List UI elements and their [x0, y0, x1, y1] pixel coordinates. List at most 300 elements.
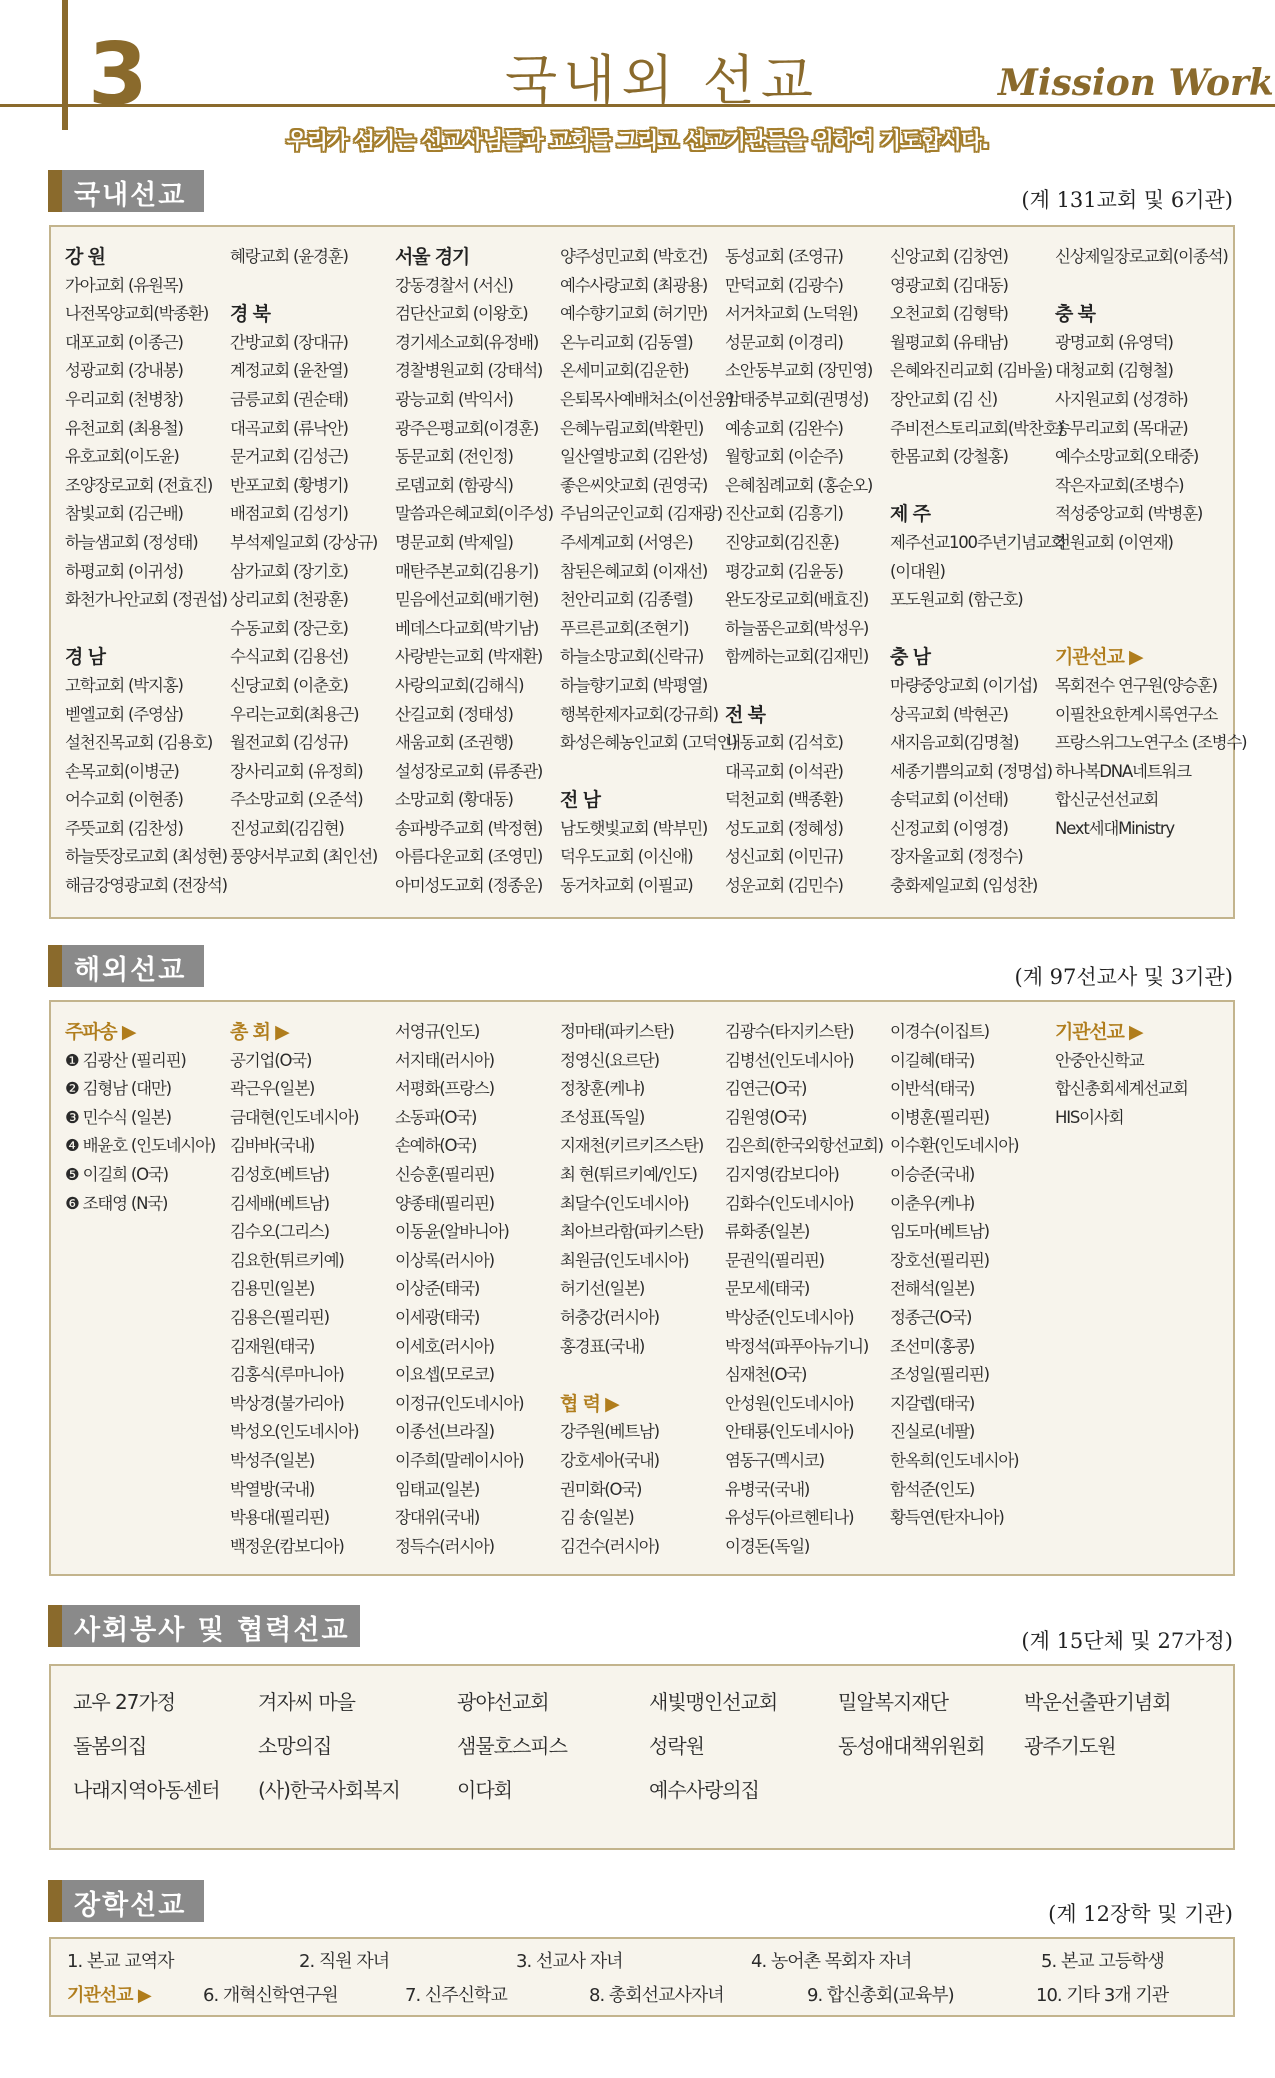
list-item: 백정운(캄보디아) [230, 1536, 344, 1556]
list-item: 로뎀교회 (함광식) [395, 475, 513, 495]
list-item: 아름다운교회 (조영민) [395, 847, 543, 867]
list-item [1055, 615, 1220, 644]
list-item: 천안리교회 (김종렬) [560, 590, 693, 610]
list-item: 소동파(O국) [395, 1107, 477, 1127]
scholarship-list [49, 1937, 1235, 2017]
list-item: 남도햇빛교회 (박부민) [560, 818, 708, 838]
overseas-column [395, 1018, 560, 1561]
list-item: ❷ 김형남 (대만) [65, 1079, 171, 1099]
scholarship-item: 4. 농어촌 목회자 자녀 [751, 1951, 912, 1972]
list-item: 유호교회(이도윤) [65, 447, 179, 467]
list-item: 주비전스토리교회(박찬호) [890, 418, 1063, 438]
list-item: 홍경표(국내) [560, 1336, 645, 1356]
list-item: 정창훈(케냐) [560, 1079, 645, 1099]
list-item [1055, 586, 1220, 615]
list-item: 진산교회 (김흥기) [725, 504, 843, 524]
list-item: 배점교회 (김성기) [230, 504, 348, 524]
list-item: 장호선(필리핀) [890, 1250, 989, 1270]
overseas-section-title: 해외선교 [48, 945, 204, 987]
list-item: 서지태(러시아) [395, 1050, 494, 1070]
list-item: 화천가나안교회 (정권섭) [65, 590, 227, 610]
list-item: 한몸교회 (강철홍) [890, 447, 1008, 467]
scholarship-category-label: 기관선교 ▶ [67, 1985, 151, 2006]
scholarship-item: 9. 합신총회(교육부) [807, 1985, 954, 2006]
header-accent-bar [62, 0, 68, 130]
list-item: 완도장로교회(배효진) [725, 590, 869, 610]
list-item: 이동윤(알바니아) [395, 1222, 509, 1242]
list-item: 주소망교회 (오준석) [230, 790, 363, 810]
list-item: 어수교회 (이현종) [65, 790, 183, 810]
list-item: 월항교회 (이순주) [725, 447, 843, 467]
list-item: 성도교회 (정혜성) [725, 818, 843, 838]
list-item: 사랑의교회(김해식) [395, 675, 524, 695]
list-item: 최아브라함(파키스탄) [560, 1222, 704, 1242]
list-item: 함석준(인도) [890, 1479, 975, 1499]
list-item: 좋은씨앗교회 (권영국) [560, 475, 708, 495]
list-item: 곽근우(일본) [230, 1079, 315, 1099]
list-item: 세종기쁨의교회 (정명섭) [890, 761, 1052, 781]
list-item: 하늘샘교회 (정성태) [65, 532, 198, 552]
list-item: 권미화(O국) [560, 1479, 642, 1499]
list-item: 아미성도교회 (정종운) [395, 876, 543, 896]
scholarship-item: 8. 총회선교사자녀 [589, 1985, 724, 2006]
list-item: 지재천(키르키즈스탄) [560, 1136, 704, 1156]
list-item: 하늘향기교회 (박평열) [560, 675, 708, 695]
list-item: 유성두(아르헨티나) [725, 1508, 854, 1528]
domestic-column [560, 243, 737, 901]
list-item: 정종근(O국) [890, 1307, 972, 1327]
list-item: 정득수(러시아) [395, 1536, 494, 1556]
list-item: 예송교회 (김완수) [725, 418, 843, 438]
list-item: 강호세아(국내) [560, 1450, 659, 1470]
list-item [725, 672, 890, 701]
page-header [0, 0, 1275, 160]
list-item: 이세광(태국) [395, 1307, 480, 1327]
page-subtitle: 우리가 섬기는 선교사님들과 교회들 그리고 선교기관들을 위하여 기도합시다. [286, 129, 989, 154]
list-item: 황득연(탄자니아) [890, 1508, 1004, 1528]
list-item: 신상제일장로교회(이종석) [1055, 247, 1228, 266]
list-item: 합신군선선교회 [1055, 790, 1159, 810]
list-item: 벧엘교회 (주영삼) [65, 704, 183, 724]
list-item: 행복한제자교회(강규희) [560, 704, 718, 724]
list-item: 송덕교회 (이선태) [890, 790, 1008, 810]
list-item: 김성호(베트남) [230, 1164, 329, 1184]
org-item: 밀알복지재단 [838, 1690, 948, 1714]
list-item: 상리교회 (천광훈) [230, 590, 348, 610]
list-item: 김은희(한국외항선교회) [725, 1136, 883, 1156]
list-item: 온누리교회 (김동열) [560, 332, 693, 352]
list-item: 새지음교회(김명철) [890, 733, 1019, 753]
list-item: 설성장로교회 (류종관) [395, 761, 543, 781]
list-item: 이상록(러시아) [395, 1250, 494, 1270]
list-item: 박정석(파푸아뉴기니) [725, 1336, 869, 1356]
list-item: 심재천(O국) [725, 1365, 807, 1385]
list-item: 조성일(필리핀) [890, 1365, 989, 1385]
list-item: 은혜누림교회(박환민) [560, 418, 704, 438]
org-item: 새빛맹인선교회 [649, 1690, 778, 1714]
list-item [890, 472, 1055, 501]
list-item: 김건수(러시아) [560, 1536, 659, 1556]
list-item: 참된은혜교회 (이재선) [560, 561, 708, 581]
list-item: 프랑스위그노연구소 (조병수) [1055, 733, 1247, 753]
list-item: 은혜와진리교회 (김바울) [890, 361, 1052, 381]
list-item: 하나복DNA네트워크 [1055, 761, 1191, 781]
list-item: 이길혜(태국) [890, 1050, 975, 1070]
list-item: ❺ 이길희 (O국) [65, 1164, 168, 1184]
list-item: 소망교회 (황대동) [395, 790, 513, 810]
domestic-list [49, 225, 1247, 919]
list-item: Next세대Ministry [1055, 818, 1174, 838]
list-item: 주님의군인교회 (김재광) [560, 504, 722, 524]
list-item: 월전교회 (김성규) [230, 733, 348, 753]
list-item [230, 272, 395, 301]
list-item: 서평화(프랑스) [395, 1079, 494, 1099]
list-item: 류화종(일본) [725, 1222, 810, 1242]
list-item [65, 615, 230, 644]
list-item: 성신교회 (이민규) [725, 847, 843, 867]
list-item: 이종선(브라질) [395, 1422, 494, 1442]
scholarship-item: 1. 본교 교역자 [67, 1951, 174, 1972]
list-item: 김광수(타지키스탄) [725, 1022, 854, 1041]
list-item: 사지원교회 (성경하) [1055, 389, 1188, 409]
org-item: 샘물호스피스 [457, 1734, 567, 1758]
list-item: 박성오(인도네시아) [230, 1422, 359, 1442]
list-item: 이경돈(독일) [725, 1536, 810, 1556]
list-item: 이주희(말레이시아) [395, 1450, 524, 1470]
list-item: 대청교회 (김형철) [1055, 361, 1173, 381]
list-item: 우리교회 (천병창) [65, 389, 183, 409]
list-item: 은혜침례교회 (홍순오) [725, 475, 873, 495]
list-item: 문모세(태국) [725, 1279, 810, 1299]
list-item: 전해석(일본) [890, 1279, 975, 1299]
list-item: 김병선(인도네시아) [725, 1050, 854, 1070]
list-item: 정마태(파키스탄) [560, 1022, 674, 1041]
list-item: 전원교회 (이연재) [1055, 532, 1173, 552]
list-item: 우리는교회(최용근) [230, 704, 359, 724]
list-item: 김원영(O국) [725, 1107, 807, 1127]
category-heading: 기관선교 ▶ [1055, 646, 1143, 669]
list-item: 적성중앙교회 (박병훈) [1055, 504, 1203, 524]
list-item: 혜랑교회 (윤경훈) [230, 247, 348, 266]
list-item: 간방교회 (장대규) [230, 332, 348, 352]
category-heading: 주파송 ▶ [65, 1021, 136, 1043]
list-item: 화성은혜농인교회 (고덕인) [560, 733, 737, 753]
scholarship-item: 5. 본교 고등학생 [1041, 1951, 1164, 1972]
list-item [560, 758, 725, 787]
list-item: 임도마(베트남) [890, 1222, 989, 1242]
list-item: 동문교회 (전인정) [395, 447, 513, 467]
list-item: 예수사랑교회 (최광용) [560, 275, 708, 295]
scholarship-section-title: 장학선교 [48, 1880, 204, 1922]
list-item: 지갈렙(태국) [890, 1393, 975, 1413]
org-item: 겨자씨 마을 [258, 1690, 355, 1714]
list-item: 오천교회 (김형탁) [890, 304, 1008, 324]
list-item: 제주선교100주년기념교회 [890, 532, 1066, 552]
list-item: 삼가교회 (장기호) [230, 561, 348, 581]
org-item: 이다회 [457, 1778, 512, 1802]
list-item: 조양장로교회 (전효진) [65, 475, 213, 495]
list-item: 동거차교회 (이필교) [560, 876, 693, 896]
list-item: 유병국(국내) [725, 1479, 810, 1499]
english-title: Mission Work [998, 62, 1274, 104]
list-item: 반포교회 (황병기) [230, 475, 348, 495]
list-item: 푸르른교회(조현기) [560, 618, 689, 638]
domestic-column [725, 243, 890, 901]
list-item: 장자울교회 (정정수) [890, 847, 1023, 867]
list-item: 성광교회 (강내봉) [65, 361, 183, 381]
list-item: 평강교회 (김윤동) [725, 561, 843, 581]
region-heading: 전 남 [560, 789, 600, 812]
org-item: 성락원 [649, 1734, 704, 1758]
region-heading: 전 북 [725, 703, 765, 726]
list-item: 덕천교회 (백종환) [725, 790, 843, 810]
list-item: 예수소망교회(오태중) [1055, 447, 1199, 467]
list-item: 대곡교회 (류낙안) [230, 418, 348, 438]
list-item: 성운교회 (김민수) [725, 876, 843, 896]
list-item: 가아교회 (유원목) [65, 275, 183, 295]
list-item: 신정교회 (이영경) [890, 818, 1008, 838]
list-item: 안성원(인도네시아) [725, 1393, 854, 1413]
list-item: 예수향기교회 (허기만) [560, 304, 708, 324]
list-item: 내동교회 (김석호) [725, 733, 843, 753]
list-item: 김 송(일본) [560, 1508, 634, 1528]
list-item: 진양교회(김진훈) [725, 532, 839, 552]
list-item: 광주은평교회(이경훈) [395, 418, 539, 438]
list-item: 합신총회세계선교회 [1055, 1079, 1188, 1099]
region-heading: 경 북 [230, 303, 270, 326]
list-item: 암태중부교회(권명성) [725, 389, 869, 409]
list-item: 최원금(인도네시아) [560, 1250, 689, 1270]
list-item: 참빛교회 (김근배) [65, 504, 183, 524]
list-item: 주뜻교회 (김찬성) [65, 818, 183, 838]
list-item: 금릉교회 (권순태) [230, 389, 348, 409]
domestic-section-title: 국내선교 [48, 170, 204, 212]
list-item: 산길교회 (정태성) [395, 704, 513, 724]
list-item: 손예하(O국) [395, 1136, 477, 1156]
org-item: (사)한국사회복지 [258, 1778, 400, 1802]
list-item: 이필찬요한계시록연구소 [1055, 704, 1218, 724]
list-item: 수동교회 (장근호) [230, 618, 348, 638]
list-item: 김세배(베트남) [230, 1193, 329, 1213]
list-item: 박상경(불가리아) [230, 1393, 344, 1413]
category-heading: 협 력 ▶ [560, 1392, 619, 1415]
list-item: 함께하는교회(김재민) [725, 647, 869, 667]
overseas-column [560, 1018, 725, 1561]
list-item: 충화제일교회 (임성찬) [890, 876, 1038, 896]
list-item: 문거교회 (김성근) [230, 447, 348, 467]
list-item: 송무리교회 (목대균) [1055, 418, 1188, 438]
region-heading: 강 원 [65, 246, 105, 268]
scholarship-item: 10. 기타 3개 기관 [1036, 1985, 1169, 2006]
list-item: 이경수(이집트) [890, 1022, 989, 1041]
list-item: 양종태(필리핀) [395, 1193, 494, 1213]
list-item: 이세호(러시아) [395, 1336, 494, 1356]
list-item: 마량중앙교회 (이기섭) [890, 675, 1038, 695]
list-item: 경찰병원교회 (강태석) [395, 361, 543, 381]
list-item: 염동구(멕시코) [725, 1450, 824, 1470]
list-item: 김바바(국내) [230, 1136, 315, 1156]
region-heading: 경 남 [65, 646, 105, 669]
list-item: 강동경찰서 (서신) [395, 275, 513, 295]
domestic-column [65, 243, 230, 901]
list-item: ❹ 배윤호 (인도네시아) [65, 1136, 216, 1156]
list-item: 정영신(요르단) [560, 1050, 659, 1070]
list-item: 김지영(캄보디아) [725, 1164, 839, 1184]
list-item: 김연근(O국) [725, 1079, 807, 1099]
org-item: 동성애대책위원회 [838, 1734, 985, 1758]
list-item: 장안교회 (김 신) [890, 389, 997, 409]
list-item: 장사리교회 (유정희) [230, 761, 363, 781]
scholarship-item: 6. 개혁신학연구원 [203, 1985, 338, 2006]
list-item: 월평교회 (유태남) [890, 332, 1008, 352]
list-item: 서거차교회 (노덕원) [725, 304, 858, 324]
list-item: 주세계교회 (서영은) [560, 532, 693, 552]
list-item: 김화수(인도네시아) [725, 1193, 854, 1213]
list-item: 금대현(인도네시아) [230, 1107, 359, 1127]
list-item: 문권익(필리핀) [725, 1250, 824, 1270]
list-item: 공기업(O국) [230, 1050, 312, 1070]
list-item: 한옥희(인도네시아) [890, 1450, 1019, 1470]
social-section-title: 사회봉사 및 협력선교 [48, 1605, 360, 1647]
list-item: 고학교회 (박지홍) [65, 675, 183, 695]
list-item: 박상준(인도네시아) [725, 1307, 854, 1327]
domestic-column [395, 243, 560, 901]
list-item: 광명교회 (유영덕) [1055, 332, 1173, 352]
list-item: ❸ 민수식 (일본) [65, 1107, 171, 1127]
list-item: HIS이사회 [1055, 1107, 1124, 1127]
scholarship-item: 3. 선교사 자녀 [516, 1951, 623, 1972]
region-heading: 충 남 [890, 646, 930, 669]
list-item: 이춘우(케냐) [890, 1193, 975, 1213]
list-item: ❻ 조태영 (N국) [65, 1193, 168, 1213]
scholarship-item: 7. 신주신학교 [405, 1985, 507, 2006]
list-item: 김홍식(루마니아) [230, 1365, 344, 1385]
list-item: 하늘소망교회(신락규) [560, 647, 704, 667]
org-item: 광야선교회 [457, 1690, 549, 1714]
list-item: 김요한(튀르키예) [230, 1250, 344, 1270]
list-item: 이수환(인도네시아) [890, 1136, 1019, 1156]
list-item: 박용대(필리핀) [230, 1508, 329, 1528]
list-item: 신앙교회 (김창연) [890, 247, 1008, 266]
overseas-list [49, 1000, 1235, 1576]
list-item: 풍양서부교회 (최인선) [230, 847, 378, 867]
list-item: 강주원(베트남) [560, 1422, 659, 1442]
list-item: 온세미교회(김운한) [560, 361, 689, 381]
org-item: 소망의집 [258, 1734, 332, 1758]
list-item: 유천교회 (최용철) [65, 418, 183, 438]
scholarship-summary: (계 12장학 및 기관) [1048, 1902, 1233, 1926]
list-item: 하늘품은교회(박성우) [725, 618, 869, 638]
org-item: 돌봄의집 [73, 1734, 147, 1758]
list-item: 서영규(인도) [395, 1022, 480, 1041]
list-item: 진성교회(김김현) [230, 818, 344, 838]
overseas-column [725, 1018, 890, 1561]
list-item: ❶ 김광산 (필리핀) [65, 1050, 186, 1070]
list-item: 매탄주본교회(김용기) [395, 561, 539, 581]
list-item: 하늘뜻장로교회 (최성현) [65, 847, 227, 867]
list-item: 임태교(일본) [395, 1479, 480, 1499]
list-item: 이병훈(필리핀) [890, 1107, 989, 1127]
list-item: 일산열방교회 (김완성) [560, 447, 708, 467]
list-item: 김용은(필리핀) [230, 1307, 329, 1327]
list-item: 하평교회 (이귀성) [65, 561, 183, 581]
scholarship-item: 2. 직원 자녀 [299, 1951, 390, 1972]
list-item: 장대위(국내) [395, 1508, 480, 1528]
list-item: 새움교회 (조권행) [395, 733, 513, 753]
list-item: 허기선(일본) [560, 1279, 645, 1299]
domestic-summary: (계 131교회 및 6기관) [1021, 188, 1233, 212]
list-item: 손목교회(이병군) [65, 761, 179, 781]
list-item: 김재원(태국) [230, 1336, 315, 1356]
list-item: 믿음에선교회(배기현) [395, 590, 539, 610]
list-item: 덕우도교회 (이신애) [560, 847, 693, 867]
list-item: 안태룡(인도네시아) [725, 1422, 854, 1442]
overseas-column [890, 1018, 1055, 1533]
list-item: 포도원교회 (함근호) [890, 590, 1023, 610]
list-item: 나전목양교회(박종환) [65, 304, 209, 324]
list-item: 은퇴목사예배처소(이선웅) [560, 389, 733, 409]
list-item: 신승훈(필리핀) [395, 1164, 494, 1184]
list-item: 말씀과은혜교회(이주성) [395, 504, 553, 524]
region-heading: 제 주 [890, 503, 930, 526]
list-item: 베데스다교회(박기남) [395, 618, 539, 638]
list-item: 부석제일교회 (강상규) [230, 532, 378, 552]
list-item: 박열방(국내) [230, 1479, 315, 1499]
list-item: 송파방주교회 (박정현) [395, 818, 543, 838]
list-item: 양주성민교회 (박호건) [560, 247, 708, 266]
list-item [560, 1361, 725, 1390]
list-item: 계정교회 (윤찬열) [230, 361, 348, 381]
list-item: 경기세소교회(유정배) [395, 332, 539, 352]
org-item: 광주기도원 [1024, 1734, 1116, 1758]
list-item: 해금강영광교회 (전장석) [65, 876, 227, 896]
list-item: 소안동부교회 (장민영) [725, 361, 873, 381]
region-heading: 충 북 [1055, 303, 1095, 326]
list-item: 신당교회 (이춘호) [230, 675, 348, 695]
list-item: 이반석(태국) [890, 1079, 975, 1099]
list-item: 최달수(인도네시아) [560, 1193, 689, 1213]
page-number: 3 [88, 25, 148, 125]
page-title: 국내외 선교 [505, 49, 819, 112]
overseas-summary: (계 97선교사 및 3기관) [1014, 965, 1233, 989]
list-item: 허충강(러시아) [560, 1307, 659, 1327]
list-item: 진실로(네팔) [890, 1422, 975, 1442]
list-item: 대곡교회 (이석관) [725, 761, 843, 781]
list-item: 설천진목교회 (김용호) [65, 733, 213, 753]
list-item: 작은자교회(조병수) [1055, 475, 1184, 495]
social-summary: (계 15단체 및 27가정) [1021, 1629, 1233, 1653]
list-item: 광능교회 (박익서) [395, 389, 513, 409]
list-item: 동성교회 (조영규) [725, 247, 843, 266]
domestic-column [1055, 243, 1247, 843]
org-item: 나래지역아동센터 [73, 1778, 220, 1802]
list-item [890, 615, 1055, 644]
list-item: 조선미(홍콩) [890, 1336, 975, 1356]
list-item: 목회전수 연구원(양승훈) [1055, 675, 1217, 695]
list-item: 만덕교회 (김광수) [725, 275, 843, 295]
region-heading: 서울 경기 [395, 246, 470, 268]
list-item: 영광교회 (김대동) [890, 275, 1008, 295]
list-item: 박성주(일본) [230, 1450, 315, 1470]
list-item: 대포교회 (이종근) [65, 332, 183, 352]
overseas-column [230, 1018, 395, 1561]
domestic-column [890, 243, 1066, 901]
category-heading: 기관선교 ▶ [1055, 1021, 1143, 1043]
list-item: 이정규(인도네시아) [395, 1393, 524, 1413]
list-item: 안중안신학교 [1055, 1050, 1144, 1070]
org-item: 교우 27가정 [73, 1690, 176, 1714]
list-item: 이승준(국내) [890, 1164, 975, 1184]
